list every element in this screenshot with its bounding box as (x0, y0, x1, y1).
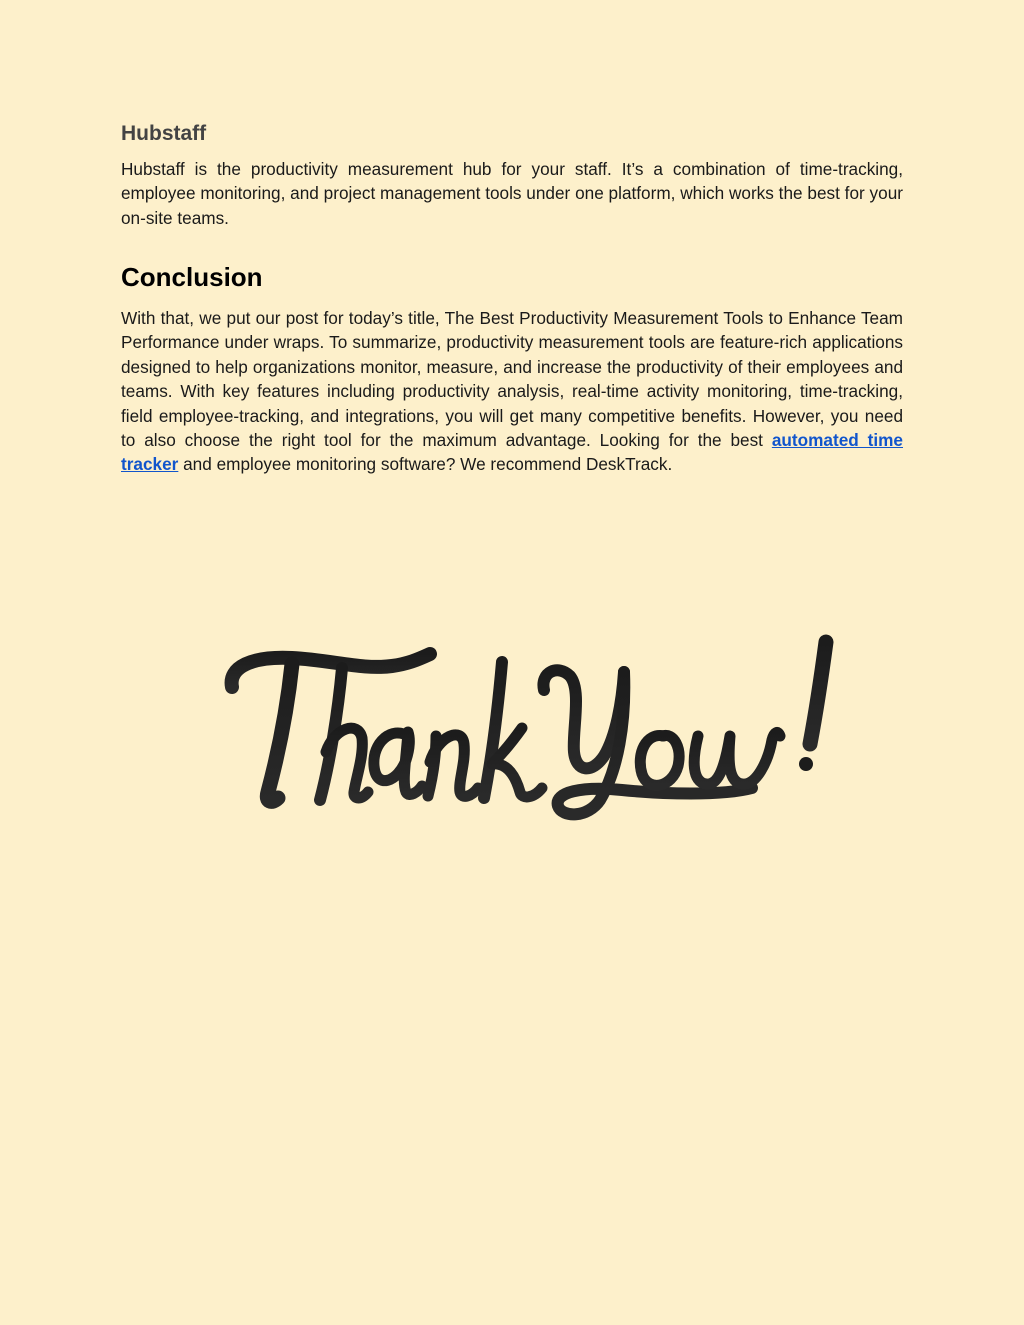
section-paragraph-hubstaff: Hubstaff is the productivity measurement hub for your staff. It’s a combination of time-tracking, employee monitoring, and project management tools under one platform, which works the best for your on-site teams. (121, 159, 903, 228)
section-heading-hubstaff: Hubstaff (121, 122, 207, 145)
thank-you-script-strokes (232, 642, 826, 814)
section-paragraph-conclusion (121, 306, 903, 477)
section-heading-conclusion: Conclusion (121, 262, 263, 292)
conclusion-text-before-link: With that, we put our post for today’s title, The Best Productivity Measurement Tools to Enhance Team Performance under wraps. To summarize, productivity measurement tools are feature-rich applications designed to help organizations monitor, measure, and increase the productivity of their employees and teams. With key features including productivity analysis, real-time activity monitoring, time-tracking, field employee-tracking, and integrations, you will get many competitive benefits. However, you need to also choose the right tool for the maximum advantage. Looking for the best (121, 308, 903, 451)
exclamation-dot (799, 757, 813, 771)
automated-time-tracker-link[interactable]: automated time tracker (121, 430, 903, 475)
thank-you-lettering-image (222, 632, 837, 822)
conclusion-text-after-link: and employee monitoring software? We recommend DeskTrack. (178, 454, 673, 475)
